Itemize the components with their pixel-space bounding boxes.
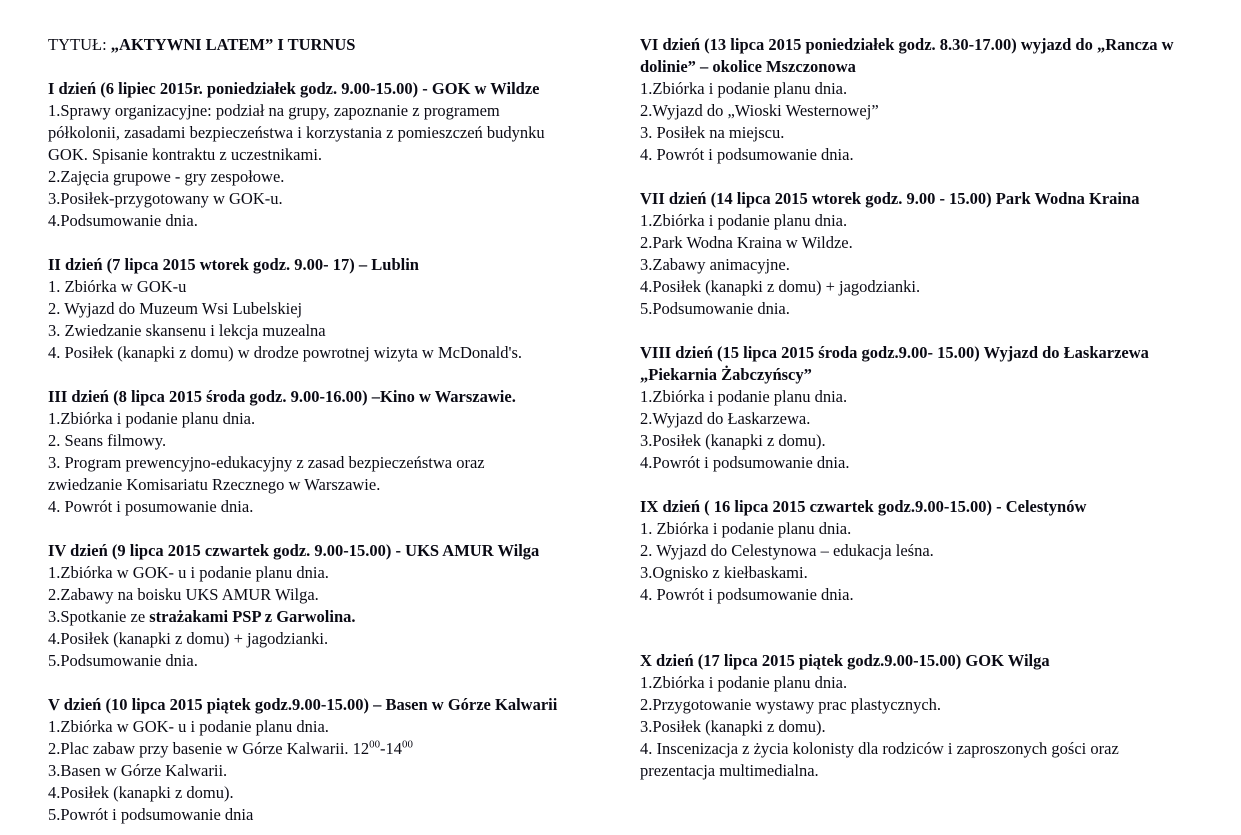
- day-activity-line: 5.Powrót i podsumowanie dnia: [48, 805, 254, 824]
- day-activity-line: 1.Zbiórka i podanie planu dnia.: [640, 211, 848, 230]
- day-activity-line: 1.Zbiórka w GOK- u i podanie planu dnia.: [48, 563, 329, 582]
- day-heading: IX dzień ( 16 lipca 2015 czwartek godz.9.00-15.00) - Celestynów: [640, 497, 1087, 516]
- day-activity-line: 3. Zwiedzanie skansenu i lekcja muzealna: [48, 321, 326, 340]
- day-activity-line: 3.Posiłek-przygotowany w GOK-u.: [48, 189, 283, 208]
- day-activity-line: 2.Zajęcia grupowe - gry zespołowe.: [48, 167, 285, 186]
- day-section-day-4: [48, 540, 594, 672]
- day-heading: III dzień (8 lipca 2015 środa godz. 9.00-16.00) –Kino w Warszawie.: [48, 387, 516, 406]
- left-column-sections: [48, 78, 594, 826]
- day-heading: I dzień (6 lipiec 2015r. poniedziałek godz. 9.00-15.00) - GOK w Wildze: [48, 79, 540, 98]
- day-activity-line: 3.Ognisko z kiełbaskami.: [640, 563, 808, 582]
- day-activity-line: 2.Park Wodna Kraina w Wildze.: [640, 233, 853, 252]
- day-activity-line: 2.Plac zabaw przy basenie w Górze Kalwarii. $12^{00}-14^{00}$: [48, 738, 413, 758]
- day-section-day-7: [640, 188, 1190, 320]
- day-activity-line: GOK. Spisanie kontraktu z uczestnikami.: [48, 145, 323, 164]
- day-activity-line: prezentacja multimedialna.: [640, 761, 819, 780]
- left-column: [0, 34, 600, 826]
- day-activity-line: 2.Wyjazd do „Wioski Westernowej”: [640, 101, 879, 120]
- day-heading: VI dzień (13 lipca 2015 poniedziałek godz. 8.30-17.00) wyjazd do „Rancza w dolinie” – okolice Mszczonowa: [640, 35, 1174, 76]
- day-heading: IV dzień (9 lipca 2015 czwartek godz. 9.00-15.00) - UKS AMUR Wilga: [48, 541, 540, 560]
- day-section-day-8: [640, 342, 1190, 474]
- day-activity-line: 4. Powrót i posumowanie dnia.: [48, 497, 254, 516]
- day-activity-line: 3. Posiłek na miejscu.: [640, 123, 785, 142]
- right-column: [600, 34, 1200, 782]
- day-activity-line: 4.Posiłek (kanapki z domu).: [48, 783, 234, 802]
- day-section-day-9: [640, 496, 1190, 606]
- document-title-main: „AKTYWNI LATEM” I TURNUS: [110, 35, 356, 54]
- day-activity-line: 3.Posiłek (kanapki z domu).: [640, 431, 826, 450]
- day-activity-line: 4. Posiłek (kanapki z domu) w drodze powrotnej wizyta w McDonald's.: [48, 343, 523, 362]
- day-activity-line: 1.Zbiórka w GOK- u i podanie planu dnia.: [48, 717, 329, 736]
- day-activity-line: 3.Posiłek (kanapki z domu).: [640, 717, 826, 736]
- day-activity-line: 5.Podsumowanie dnia.: [48, 651, 198, 670]
- day-activity-line: 2. Seans filmowy.: [48, 431, 167, 450]
- day-activity-line: półkolonii, zasadami bezpieczeństwa i korzystania z pomieszczeń budynku: [48, 123, 545, 142]
- day-activity-line: 4. Inscenizacja z życia kolonisty dla rodziców i zaproszonych gości oraz: [640, 739, 1119, 758]
- day-activity-line: 4. Powrót i podsumowanie dnia.: [640, 585, 854, 604]
- document-title-lead: TYTUŁ:: [48, 35, 111, 54]
- day-activity-line: 1.Zbiórka i podanie planu dnia.: [640, 673, 848, 692]
- day-activity-line: 1. Zbiórka w GOK-u: [48, 277, 187, 296]
- day-heading: II dzień (7 lipca 2015 wtorek godz. 9.00- 17) – Lublin: [48, 255, 419, 274]
- document-title: [48, 34, 594, 56]
- day-activity-line: 5.Podsumowanie dnia.: [640, 299, 790, 318]
- day-activity-line: 2. Wyjazd do Muzeum Wsi Lubelskiej: [48, 299, 303, 318]
- day-activity-line: 3. Program prewencyjno-edukacyjny z zasad bezpieczeństwa oraz: [48, 453, 485, 472]
- day-activity-line: 1.Zbiórka i podanie planu dnia.: [640, 387, 848, 406]
- day-section-day-5: [48, 694, 594, 826]
- day-activity-line: 1. Zbiórka i podanie planu dnia.: [640, 519, 852, 538]
- day-section-day-3: [48, 386, 594, 518]
- day-section-day-2: [48, 254, 594, 364]
- day-section-day-10: [640, 650, 1190, 782]
- day-activity-line: 4. Powrót i podsumowanie dnia.: [640, 145, 854, 164]
- day-activity-line: 4.Powrót i podsumowanie dnia.: [640, 453, 850, 472]
- day-activity-line: 1.Sprawy organizacyjne: podział na grupy, zapoznanie z programem: [48, 101, 500, 120]
- day-activity-line: 1.Zbiórka i podanie planu dnia.: [640, 79, 848, 98]
- day-activity-line: 3.Basen w Górze Kalwarii.: [48, 761, 228, 780]
- day-heading: VII dzień (14 lipca 2015 wtorek godz. 9.00 - 15.00) Park Wodna Kraina: [640, 189, 1140, 208]
- day-section-day-1: [48, 78, 594, 232]
- day-activity-line: 2.Przygotowanie wystawy prac plastycznych.: [640, 695, 942, 714]
- day-activity-line: 1.Zbiórka i podanie planu dnia.: [48, 409, 256, 428]
- day-activity-line: 2.Zabawy na boisku UKS AMUR Wilga.: [48, 585, 319, 604]
- day-activity-line: zwiedzanie Komisariatu Rzecznego w Warszawie.: [48, 475, 381, 494]
- right-column-sections: [640, 34, 1190, 782]
- day-activity-line: 3.Spotkanie ze strażakami PSP z Garwolina.: [48, 607, 356, 626]
- day-heading: V dzień (10 lipca 2015 piątek godz.9.00-15.00) – Basen w Górze Kalwarii: [48, 695, 558, 714]
- two-column-layout: [0, 34, 1241, 826]
- day-section-day-6: [640, 34, 1190, 166]
- day-activity-line: 4.Posiłek (kanapki z domu) + jagodzianki.: [48, 629, 329, 648]
- day-heading: VIII dzień (15 lipca 2015 środa godz.9.00- 15.00) Wyjazd do Łaskarzewa „Piekarnia Żabczyńscy”: [640, 343, 1149, 384]
- day-activity-line: 2. Wyjazd do Celestynowa – edukacja leśna.: [640, 541, 934, 560]
- day-activity-line: 3.Zabawy animacyjne.: [640, 255, 790, 274]
- day-activity-line: 4.Posiłek (kanapki z domu) + jagodzianki.: [640, 277, 921, 296]
- day-heading: X dzień (17 lipca 2015 piątek godz.9.00-15.00) GOK Wilga: [640, 651, 1050, 670]
- day-activity-line: 2.Wyjazd do Łaskarzewa.: [640, 409, 811, 428]
- day-activity-line: 4.Podsumowanie dnia.: [48, 211, 198, 230]
